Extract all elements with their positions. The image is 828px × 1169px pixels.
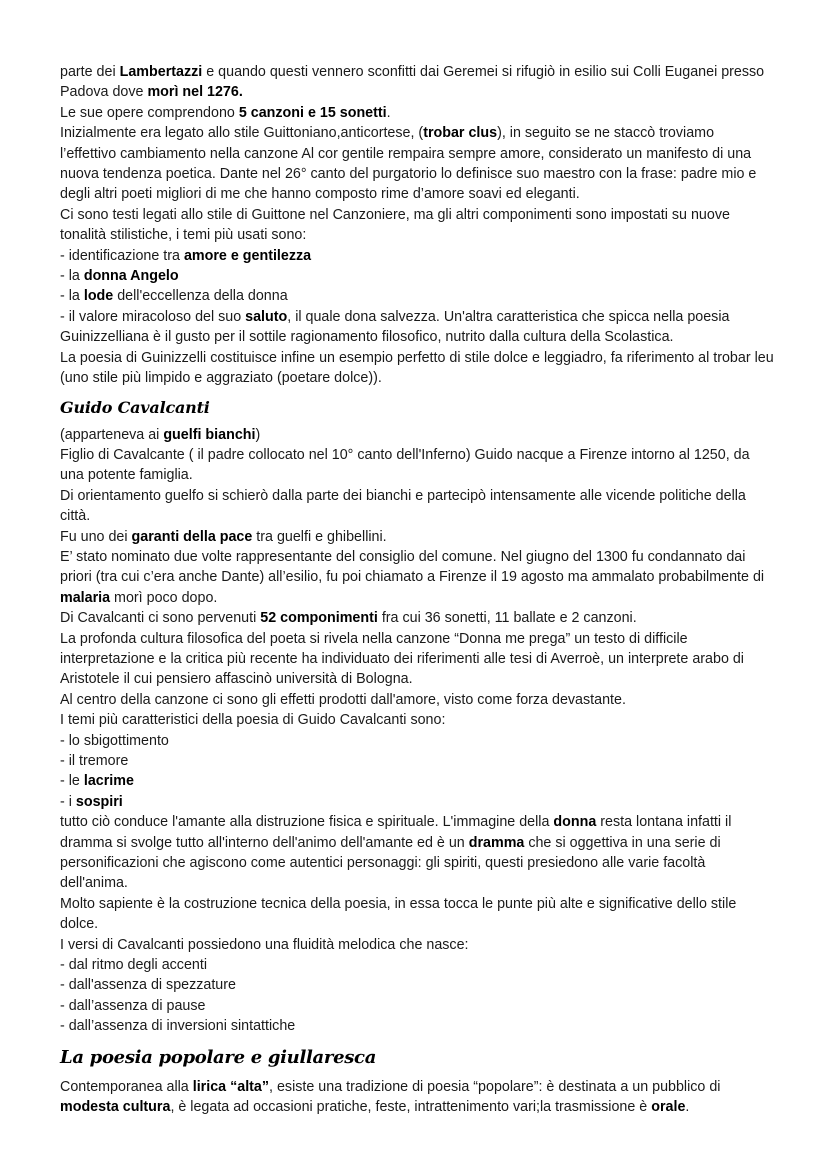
- text-run: parte dei: [60, 64, 120, 80]
- text-run: ): [255, 426, 261, 443]
- text-run: - il tremore: [60, 753, 129, 769]
- bold-run: garanti della pace: [131, 528, 253, 545]
- paragraph: [60, 812, 774, 894]
- document-page: [60, 62, 774, 1118]
- text-run: dell'eccellenza della donna: [113, 288, 288, 305]
- text-run: (apparteneva ai: [60, 426, 164, 443]
- paragraph: [60, 205, 774, 246]
- paragraph: [60, 266, 774, 286]
- bold-run: donna: [553, 814, 597, 831]
- text-run: Al centro della canzone ci sono gli effetti prodotti dall'amore, visto come forza devastante.: [60, 691, 626, 708]
- text-run: I versi di Cavalcanti possiedono una fluidità melodica che nasce:: [60, 936, 469, 953]
- text-run: .: [386, 104, 391, 121]
- paragraph: [60, 527, 774, 547]
- text-run: Ci sono testi legati allo stile di Guittone nel Canzoniere, ma gli altri componimenti sono impostati su nuove tonalità stilistiche, i temi più usati sono:: [60, 206, 730, 244]
- paragraph: [60, 894, 774, 935]
- paragraph: [60, 751, 774, 771]
- text-run: - i: [60, 793, 76, 810]
- bold-run: guelfi bianchi: [163, 426, 256, 443]
- bold-run: trobar clus: [423, 125, 498, 142]
- paragraph: [60, 955, 774, 975]
- bold-run: 52 componimenti: [260, 610, 378, 627]
- paragraph: [60, 486, 774, 527]
- text-run: resta lontana infatti il dramma si svolge tutto all'interno dell'animo dell'amante ed è un: [60, 814, 732, 851]
- paragraph: [60, 348, 774, 389]
- text-run: - dall'assenza di spezzature: [60, 977, 236, 994]
- heading-guido-cavalcanti: Guido Cavalcanti: [60, 397, 210, 417]
- bold-run: morì nel 1276.: [147, 84, 243, 101]
- text-run: Figlio di Cavalcante ( il padre collocato nel 10° canto dell'Inferno) Guido nacque a Firenze intorno al 1250, da una potente famiglia.: [60, 446, 750, 484]
- paragraph: [60, 771, 774, 791]
- section-guinizzelli-text: [60, 62, 774, 389]
- text-run: Molto sapiente è la costruzione tecnica della poesia, in essa tocca le punte più alte e significative dello stile dolce.: [60, 895, 737, 933]
- text-run: Di Cavalcanti ci sono pervenuti: [60, 610, 261, 627]
- text-run: - la: [60, 288, 84, 305]
- paragraph: [60, 445, 774, 486]
- text-run: , è legata ad occasioni pratiche, feste, intrattenimento vari;la trasmissione è: [170, 1099, 652, 1116]
- bold-run: lacrime: [83, 773, 134, 790]
- text-run: tutto ciò conduce l'amante alla distruzione fisica e spirituale. L'immagine della: [60, 814, 554, 831]
- heading-poesia-popolare: La poesia popolare e giullaresca: [60, 1046, 377, 1068]
- bold-run: Lambertazzi: [119, 64, 203, 80]
- section-poesia-popolare-text: [60, 1077, 774, 1118]
- text-run: - lo sbigottimento: [60, 732, 169, 749]
- paragraph: [60, 123, 774, 205]
- text-run: La profonda cultura filosofica del poeta si rivela nella canzone “Donna me prega” un testo di difficile interpretazione e la critica più recente ha individuato dei riferimenti alle tesi di Averroè, un interprete arabo di Aristotele il cui pensiero affascinò università di Bologna.: [60, 630, 744, 688]
- text-run: ), in seguito se ne staccò troviamo l’effettivo cambiamento nella canzone Al cor gentile rempaira sempre amore, considerato un manifesto di una nuova tendenza poetica. Dante nel 26° canto del purgatorio lo definisce suo maestro con la frase: padre mio e degli altri poeti migliori di me che hanno composto rime d’amore soavi ed eleganti.: [60, 125, 757, 203]
- bold-run: lode: [83, 288, 114, 305]
- bold-run: orale: [651, 1099, 686, 1116]
- paragraph: [60, 731, 774, 751]
- text-run: La poesia di Guinizzelli costituisce infine un esempio perfetto di stile dolce e leggiadro, fa riferimento al trobar leu (uno stile più limpido e aggraziato (poetare dolce)).: [60, 349, 774, 387]
- text-run: - identificazione tra: [60, 247, 184, 264]
- text-run: Le sue opere comprendono: [60, 104, 239, 121]
- paragraph: [60, 1016, 774, 1036]
- text-run: .: [685, 1099, 690, 1116]
- paragraph: [60, 307, 774, 348]
- bold-run: lirica “alta”: [192, 1078, 270, 1095]
- bold-run: donna Angelo: [83, 268, 179, 285]
- text-run: Di orientamento guelfo si schierò dalla parte dei bianchi e partecipò intensamente alle vicende politiche della città.: [60, 487, 746, 525]
- bold-run: dramma: [468, 834, 525, 851]
- text-run: E’ stato nominato due volte rappresentante del consiglio del comune. Nel giugno del 1300 fu condannato dai priori (tra cui c’era anche Dante) all’esilio, fu poi chiamato a Firenze il 19 agosto ma ammalato probabilmente di: [60, 548, 765, 586]
- text-run: , il quale dona salvezza. Un'altra caratteristica che spicca nella poesia Guinizzelliana è il gusto per il sottile ragionamento filosofico, nutrito dalla cultura della Scolastica.: [60, 308, 730, 346]
- text-run: , esiste una tradizione di poesia “popolare”: è destinata a un pubblico di: [269, 1078, 721, 1095]
- paragraph: [60, 425, 774, 445]
- paragraph: [60, 1077, 774, 1118]
- paragraph: [60, 286, 774, 306]
- bold-run: amore e gentilezza: [183, 247, 312, 264]
- paragraph: [60, 62, 774, 103]
- text-run: - la: [60, 268, 84, 285]
- text-run: - il valore miracoloso del suo: [60, 308, 246, 325]
- section-cavalcanti-text: [60, 425, 774, 1037]
- text-run: Inizialmente era legato allo stile Guittoniano,anticortese, (: [60, 125, 424, 142]
- text-run: - dall’assenza di inversioni sintattiche: [60, 1018, 296, 1035]
- bold-run: sospiri: [75, 793, 123, 810]
- text-run: che si oggettiva in una serie di personificazioni che agiscono come autentici personaggi: gli spiriti, questi presiedono alle varie facoltà dell'anima.: [60, 834, 721, 892]
- paragraph: [60, 547, 774, 608]
- bold-run: 5 canzoni e 15 sonetti: [238, 104, 387, 121]
- paragraph: [60, 608, 774, 628]
- text-run: tra guelfi e ghibellini.: [252, 528, 387, 545]
- paragraph: [60, 690, 774, 710]
- paragraph: [60, 975, 774, 995]
- paragraph: [60, 710, 774, 730]
- paragraph: [60, 935, 774, 955]
- text-run: Contemporanea alla: [60, 1078, 193, 1095]
- text-run: I temi più caratteristici della poesia di Guido Cavalcanti sono:: [60, 712, 446, 729]
- paragraph: [60, 792, 774, 812]
- bold-run: saluto: [245, 308, 288, 325]
- paragraph: [60, 629, 774, 690]
- text-run: Fu uno dei: [60, 528, 132, 545]
- bold-run: malaria: [60, 589, 111, 606]
- text-run: - dall’assenza di pause: [60, 997, 206, 1014]
- text-run: e quando questi vennero sconfitti dai Geremei si rifugiò in esilio sui Colli Euganei presso Padova dove: [60, 64, 765, 101]
- text-run: fra cui 36 sonetti, 11 ballate e 2 canzoni.: [377, 610, 637, 627]
- paragraph: [60, 246, 774, 266]
- text-run: morì poco dopo.: [110, 589, 218, 606]
- text-run: - le: [60, 773, 84, 790]
- text-run: - dal ritmo degli accenti: [60, 957, 208, 974]
- paragraph: [60, 103, 774, 123]
- paragraph: [60, 996, 774, 1016]
- bold-run: modesta cultura: [60, 1099, 171, 1116]
